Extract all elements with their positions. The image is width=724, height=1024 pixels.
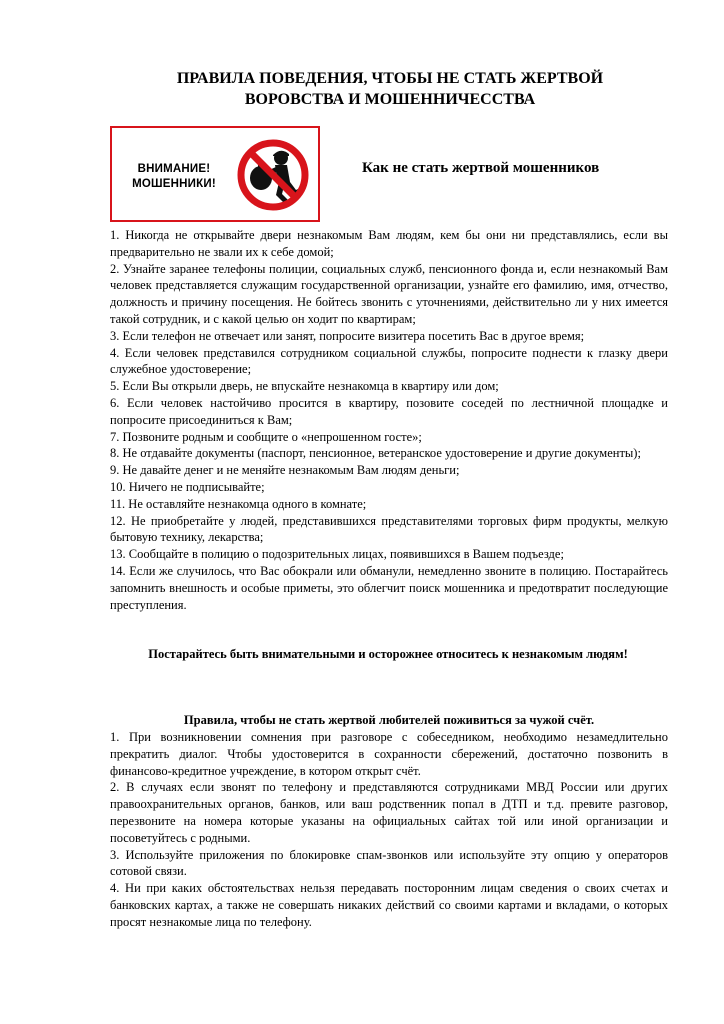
rule-item: 1. При возникновении сомнения при разговоре с собеседником, необходимо незамедлительно прекратить диалог. Чтобы удостоверится в сохранности сбережений, достаточно позвонить в финансово-кредитное учреждение, в котором открыт счёт.	[110, 730, 668, 778]
rule-item: 3. Если телефон не отвечает или занят, попросите визитера посетить Вас в другое время;	[110, 328, 585, 343]
no-thief-icon	[236, 138, 310, 212]
rule-item: 7. Позвоните родным и сообщите о «непрошенном госте»;	[110, 429, 422, 444]
page-title	[110, 68, 670, 110]
rules-list	[110, 227, 668, 613]
rule-item: 5. Если Вы открыли дверь, не впускайте незнакомца в квартиру или дом;	[110, 379, 499, 394]
rule-item: 4. Ни при каких обстоятельствах нельзя передавать посторонним лицам сведения о своих счетах и банковских картах, а также не совершать никаких действий со своими картами и вкладами, о которых просят незнакомые лица по телефону.	[110, 881, 668, 929]
rule-item: 2. Узнайте заранее телефоны полиции, социальных служб, пенсионного фонда и, если незнакомый Вам человек представляется служащим государственной организации, узнайте его фамилию, имя, отчество, должность и причину посещения. Не бойтесь звонить с уточнениями, действительно ли у них имеется такой сотрудник, и с какой целью он ходит по квартирам;	[110, 261, 668, 326]
rules-list-2	[110, 729, 668, 931]
warning-line-2: МОШЕННИКИ!	[132, 178, 216, 190]
rule-item: 12. Не приобретайте у людей, представившихся представителями торговых фирм продукты, мелкую бытовую технику, лекарства;	[110, 513, 668, 545]
warning-banner-text	[122, 162, 226, 192]
warning-banner	[110, 126, 320, 222]
rule-item: 4. Если человек представился сотрудником социальной службы, попросите поднести к глазку двери служебное удостоверение;	[110, 345, 668, 377]
rule-item: 10. Ничего не подписывайте;	[110, 479, 265, 494]
page-title-line-2: ВОРОВСТВА И МОШЕННИЧЕССТВА	[244, 91, 536, 108]
rule-item: 9. Не давайте денег и не меняйте незнакомым Вам людям деньги;	[110, 463, 460, 478]
section-subtitle: Как не стать жертвой мошенников	[362, 160, 600, 176]
page-title-line-1: ПРАВИЛА ПОВЕДЕНИЯ, ЧТОБЫ НЕ СТАТЬ ЖЕРТВОЙ	[176, 70, 604, 87]
warning-line-1: ВНИМАНИЕ!	[137, 163, 211, 175]
rule-item: 6. Если человек настойчиво просится в квартиру, позовите соседей по лестничной площадке и попросите присоединиться к Вам;	[110, 395, 668, 427]
rule-item: 11. Не оставляйте незнакомца одного в комнате;	[110, 496, 367, 511]
rule-item: 13. Сообщайте в полицию о подозрительных лицах, появившихся в Вашем подъезде;	[110, 547, 564, 562]
rule-item: 8. Не отдавайте документы (паспорт, пенсионное, ветеранское удостоверение и другие документы);	[110, 446, 641, 461]
rule-item: 14. Если же случилось, что Вас обокрали или обманули, немедленно звоните в полицию. Постарайтесь запомнить внешность и особые приметы, это облегчит поиск мошенника и предотвратит последующие преступления.	[110, 563, 668, 612]
rule-item: 2. В случаях если звонят по телефону и представляются сотрудниками МВД России или других правоохранительных органов, банков, или ваш родственник попал в ДТП и т.д. превите разговор, перезвоните на номера которые указаны на официальных сайтах той или иной организации и посоветуйтесь с родными.	[110, 780, 668, 845]
rule-item: 1. Никогда не открывайте двери незнакомым Вам людям, кем бы они ни представлялись, если вы предварительно не звали их к себе домой;	[110, 228, 668, 259]
rules-conclusion: Постарайтесь быть внимательными и осторожнее относитесь к незнакомым людям!	[148, 647, 628, 661]
rule-item: 3. Используйте приложения по блокировке спам-звонков или используйте эту опцию у операторов сотовой связи.	[110, 847, 668, 879]
section-2-heading: Правила, чтобы не стать жертвой любителей поживиться за чужой счёт.	[183, 713, 595, 727]
